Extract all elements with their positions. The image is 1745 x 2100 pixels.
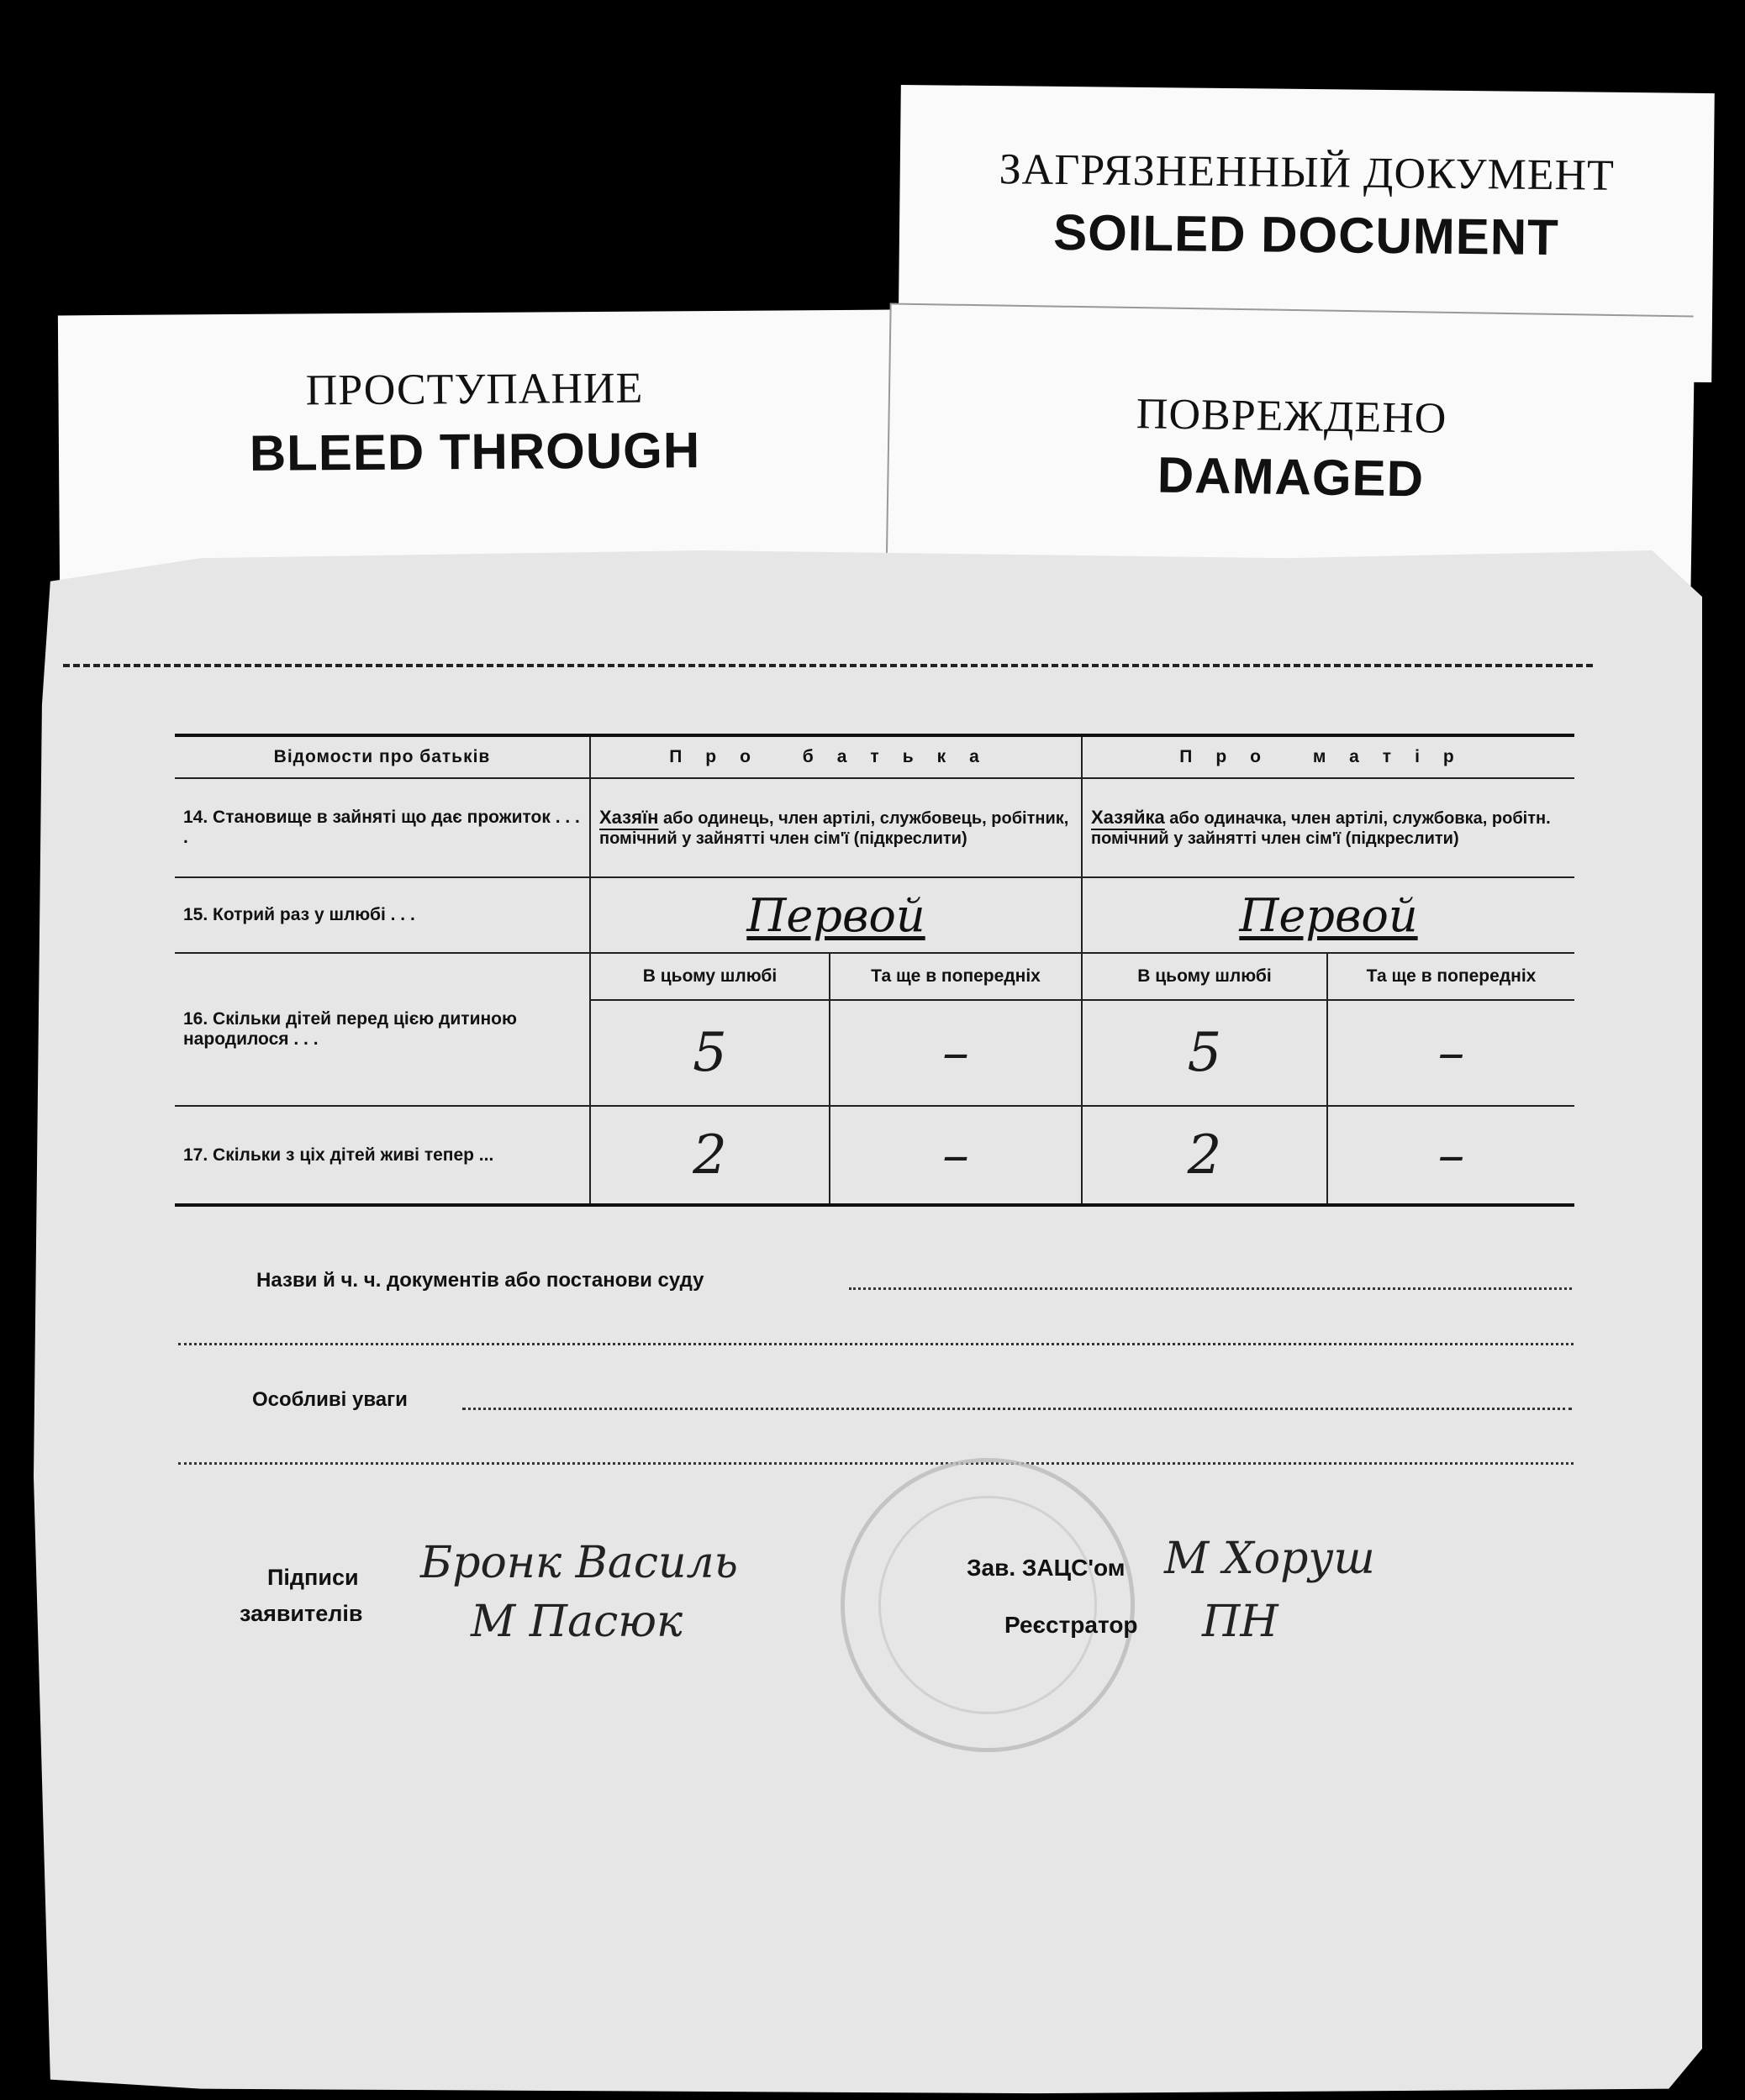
- row15-mother-cell: [1082, 877, 1574, 953]
- row16-label: 16. Скільки дітей перед цією дитиною народилося . . .: [175, 953, 590, 1106]
- row14-label: 14. Становище в зайняті що дає прожиток . . . .: [175, 778, 590, 877]
- row14-father-underlined: Хазяїн: [599, 806, 659, 828]
- bleed-through-en: BLEED THROUGH: [249, 422, 701, 482]
- notes-line-2: [178, 1462, 1574, 1465]
- soiled-document-en: SOILED DOCUMENT: [1052, 203, 1560, 266]
- row16-father-this: 5: [590, 1000, 830, 1106]
- row14-father-rest: або одинець, член артілі, службовець, робітник, помічний у зайнятті член сім'ї (підкреслити): [599, 808, 1069, 848]
- applicants-label-2: заявителів: [240, 1601, 363, 1626]
- row16-mother-this: 5: [1082, 1000, 1327, 1106]
- subhdr-this-marriage-mother: В цьому шлюбі: [1082, 953, 1327, 1000]
- header-father: Про батька: [590, 735, 1082, 778]
- header-mother: Про матір: [1082, 735, 1574, 778]
- subhdr-previous-father: Та ще в попередніх: [830, 953, 1082, 1000]
- official-stamp: [841, 1458, 1135, 1752]
- notes-label: Особливі уваги: [252, 1388, 408, 1411]
- soiled-document-ru: ЗАГРЯЗНЕННЫЙ ДОКУМЕНТ: [999, 145, 1616, 200]
- subhdr-previous-mother: Та ще в попередніх: [1327, 953, 1574, 1000]
- damaged-card: [887, 305, 1695, 595]
- documents-label: Назви й ч. ч. документів або постанови суду: [256, 1269, 704, 1292]
- subhdr-this-marriage-father: В цьому шлюбі: [590, 953, 830, 1000]
- documents-line-2: [178, 1343, 1574, 1345]
- row17-label: 17. Скільки з ціх дітей живі тепер ...: [175, 1106, 590, 1205]
- header-info: Відомости про батьків: [175, 735, 590, 778]
- bleed-through-card: [58, 310, 892, 593]
- row15-mother-value: Первой: [1239, 888, 1418, 942]
- row14-father: [590, 778, 1082, 877]
- row14-mother-underlined: Хазяйка: [1091, 806, 1165, 828]
- row14-mother-rest: або одиначка, член артілі, службовка, робітн. помічний у зайнятті член сім'ї (підкреслити): [1091, 808, 1551, 848]
- registrar-label: Реєстратор: [1004, 1612, 1138, 1638]
- head-label: Зав. ЗАЦС'ом: [967, 1555, 1126, 1581]
- row17-father-prev: –: [830, 1106, 1082, 1205]
- bleed-through-ru: ПРОСТУПАНИЕ: [305, 364, 644, 415]
- applicant-signature-1: Бронк Василь: [420, 1538, 738, 1588]
- parents-info-table: [175, 734, 1574, 1207]
- row14-mother: [1082, 778, 1574, 877]
- row16-father-prev: –: [830, 1000, 1082, 1106]
- row15-label: 15. Котрий раз у шлюбі . . .: [175, 877, 590, 953]
- row15-father-cell: [590, 877, 1082, 953]
- row17-mother-this: 2: [1082, 1106, 1327, 1205]
- notes-line: [462, 1408, 1572, 1410]
- row15-father-value: Первой: [746, 888, 925, 942]
- damaged-ru: ПОВРЕЖДЕНО: [1136, 390, 1447, 443]
- applicant-signature-2: М Пасюк: [471, 1597, 683, 1647]
- registrar-signature: ПН: [1202, 1597, 1278, 1647]
- applicants-label-1: Підписи: [267, 1565, 359, 1590]
- perforation-line: [63, 664, 1593, 667]
- row17-mother-prev: –: [1327, 1106, 1574, 1205]
- damaged-en: DAMAGED: [1157, 446, 1425, 508]
- documents-line: [849, 1287, 1572, 1290]
- row16-mother-prev: –: [1327, 1000, 1574, 1106]
- row17-father-this: 2: [590, 1106, 830, 1205]
- head-signature: М Хоруш: [1164, 1534, 1375, 1584]
